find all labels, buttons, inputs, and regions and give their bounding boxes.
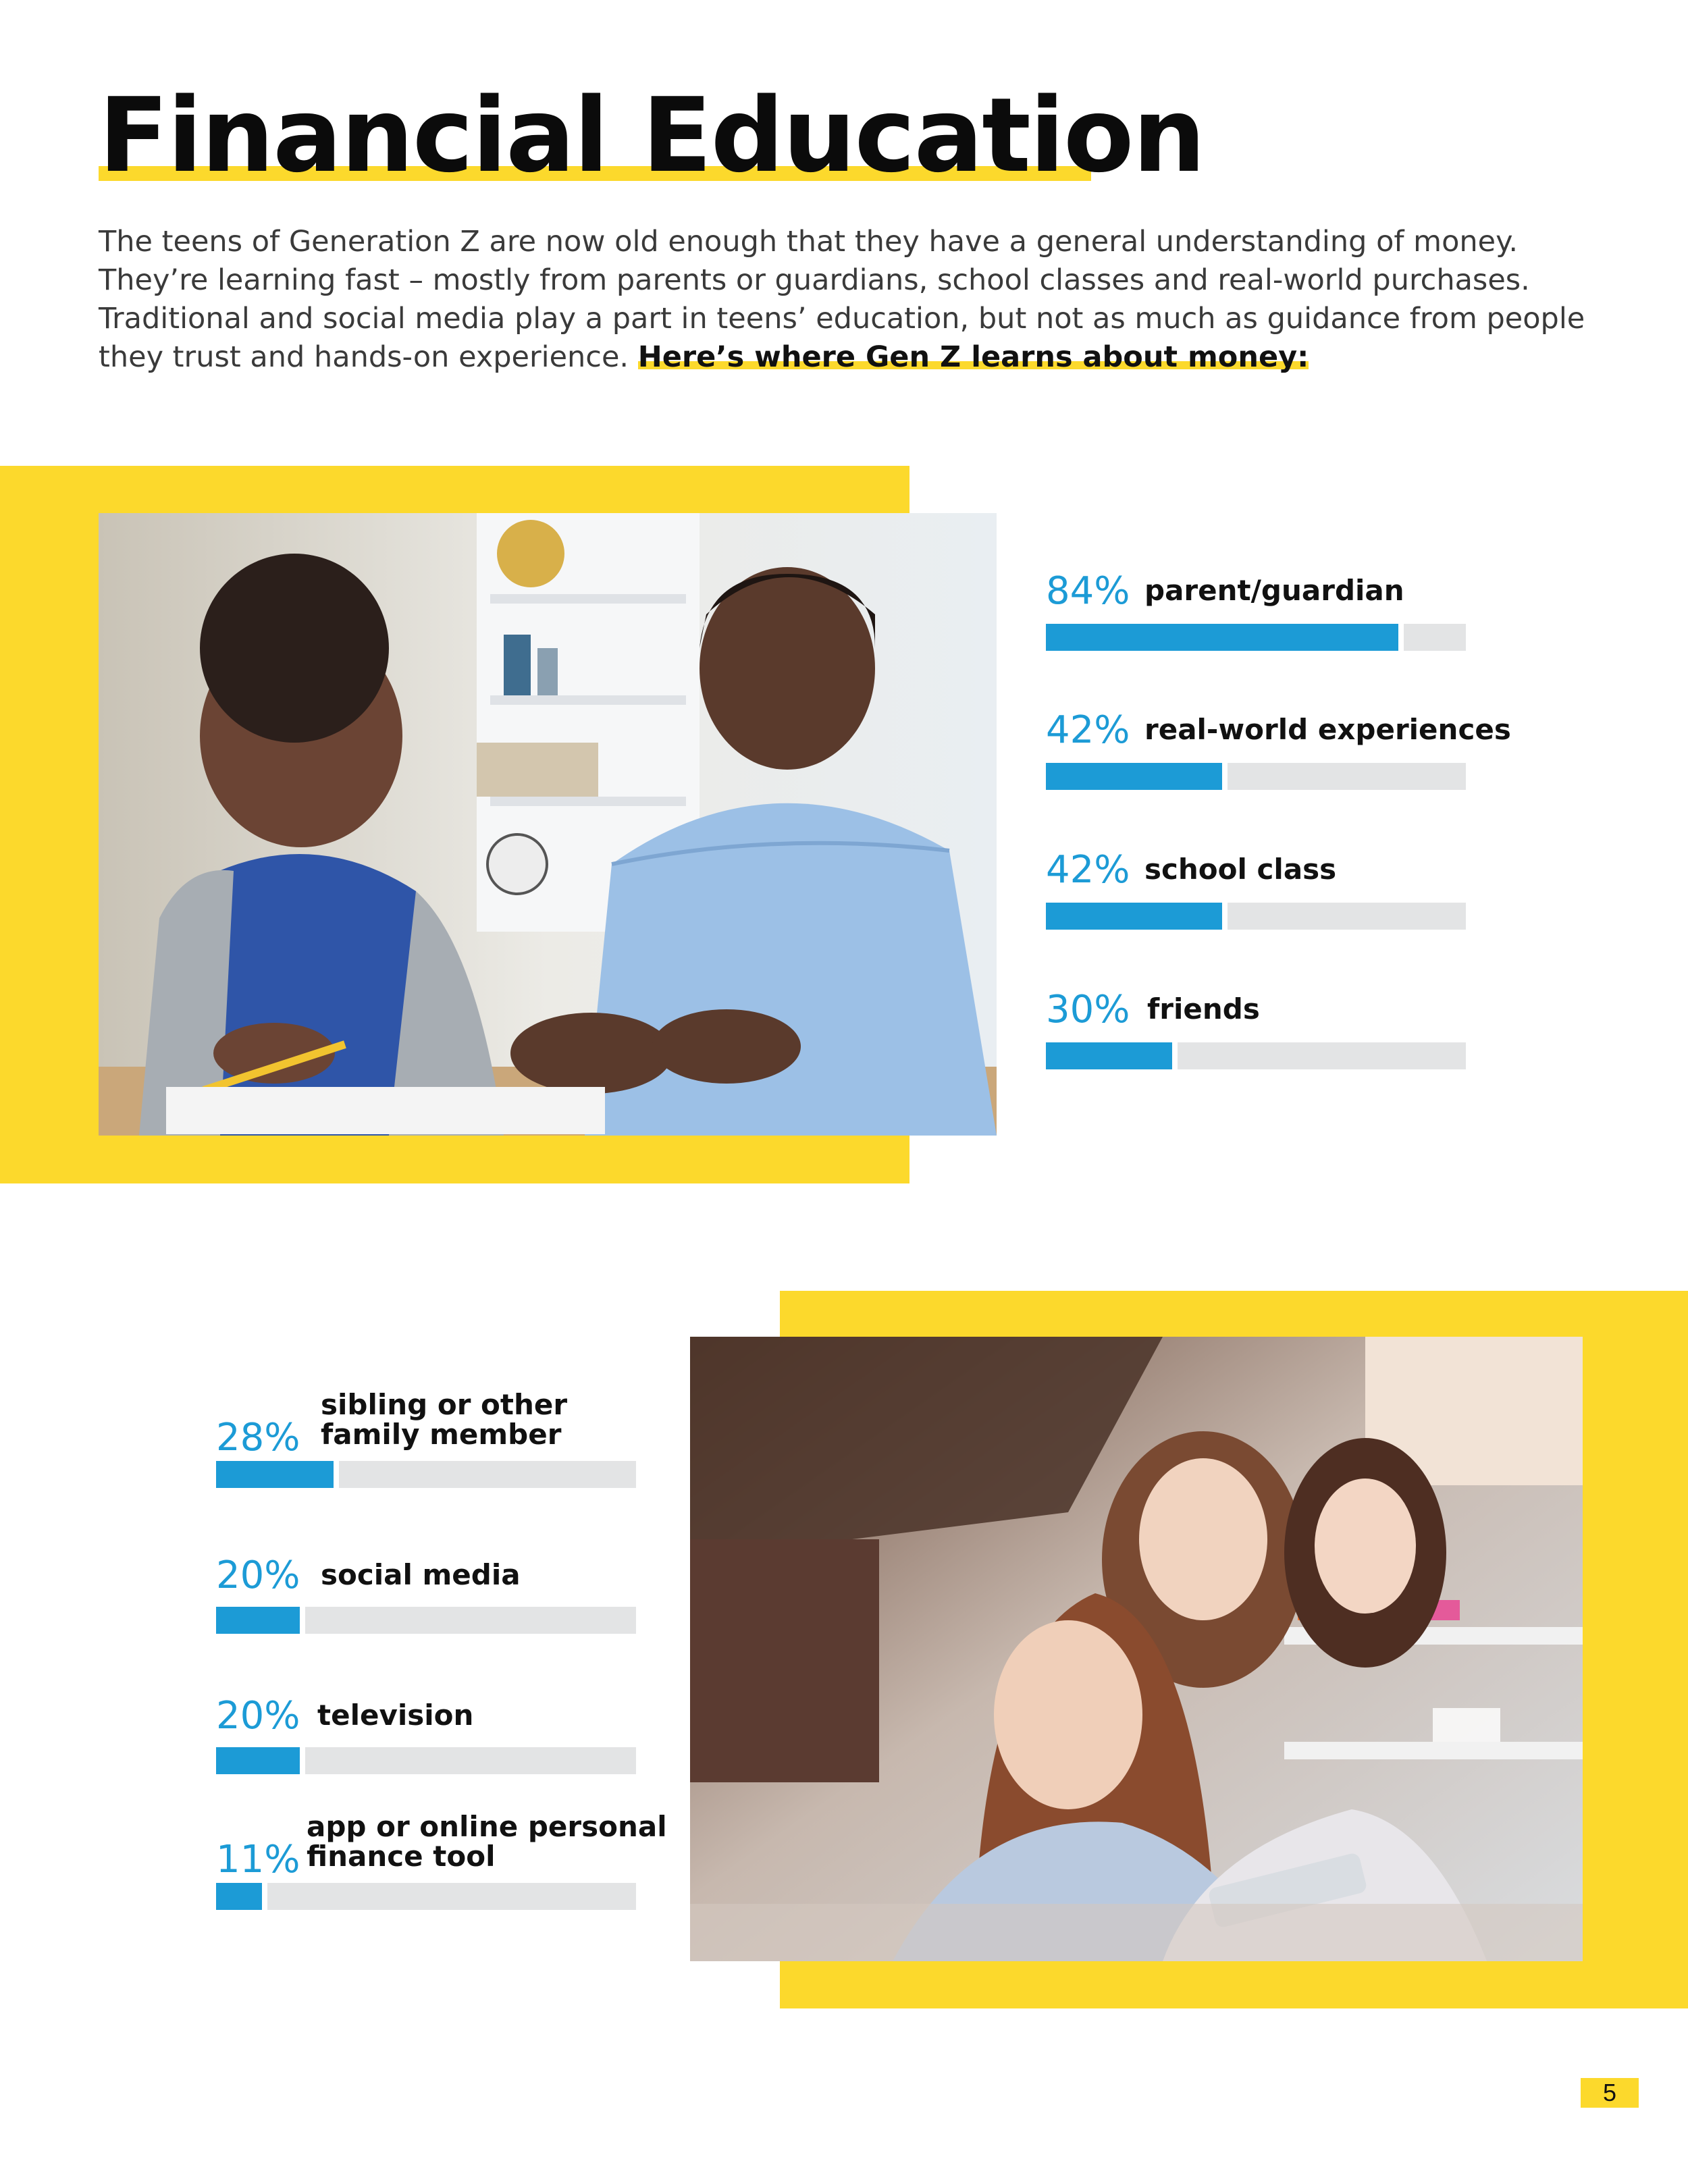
bar-track	[216, 1747, 636, 1774]
bar-fill	[216, 1461, 339, 1488]
bar-fill	[1046, 903, 1228, 930]
stat-percent: 42%	[1046, 708, 1130, 752]
stat-label-line2: family member	[321, 1418, 562, 1451]
bar-track	[1046, 763, 1466, 790]
photo-mentor-and-teen	[99, 513, 997, 1136]
stat-top-3	[1046, 847, 1519, 928]
bar-fill	[216, 1607, 305, 1634]
photo-teen-girls-tablet	[690, 1337, 1583, 1961]
page-title: Financial Education	[99, 76, 1205, 195]
bar-fill	[1046, 1042, 1178, 1069]
bar-track	[216, 1461, 636, 1488]
stat-percent: 20%	[216, 1694, 300, 1738]
stat-percent: 84%	[1046, 569, 1130, 613]
stat-percent: 11%	[216, 1838, 300, 1882]
bar-track	[1046, 903, 1466, 930]
stat-bottom-4	[216, 1811, 729, 1913]
stat-bottom-2	[216, 1553, 702, 1634]
intro-lead: Here’s where Gen Z learns about money:	[637, 340, 1309, 374]
stat-top-1	[1046, 568, 1519, 649]
bar-track	[216, 1607, 636, 1634]
stat-bottom-1	[216, 1389, 702, 1491]
intro-paragraph	[99, 223, 1604, 377]
stat-label-line2: finance tool	[307, 1840, 496, 1873]
stat-label-line1: app or online personal	[307, 1810, 667, 1843]
bar-fill	[216, 1747, 305, 1774]
bar-fill	[1046, 763, 1228, 790]
stat-percent: 42%	[1046, 848, 1130, 892]
stat-top-4	[1046, 987, 1519, 1068]
stat-label-line1: sibling or other	[321, 1388, 568, 1421]
intro-text: The teens of Generation Z are now old enough that they have a general understanding of money. They’re learning fast – mostly from parents or guardians, school classes and real-world purchases. Traditional and social media play a part in teens’ education, but not as much as guidance from people they trust and hands-on experience.	[99, 225, 1585, 374]
stat-label: friends	[1147, 992, 1260, 1026]
stat-percent: 20%	[216, 1553, 300, 1597]
bar-fill	[216, 1883, 267, 1910]
page-number: 5	[1581, 2078, 1639, 2108]
stat-label: school class	[1144, 853, 1337, 886]
bar-track	[1046, 624, 1466, 651]
stat-top-2	[1046, 708, 1519, 789]
bar-track	[1046, 1042, 1466, 1069]
stat-label: social media	[321, 1558, 521, 1591]
bar-track	[216, 1883, 636, 1910]
stat-label: real-world experiences	[1144, 713, 1511, 746]
bar-fill	[1046, 624, 1404, 651]
stat-bottom-3	[216, 1693, 702, 1774]
stat-label: television	[317, 1699, 474, 1732]
stat-label: parent/guardian	[1144, 574, 1404, 607]
stat-percent: 30%	[1046, 988, 1130, 1032]
stat-percent: 28%	[216, 1416, 300, 1460]
